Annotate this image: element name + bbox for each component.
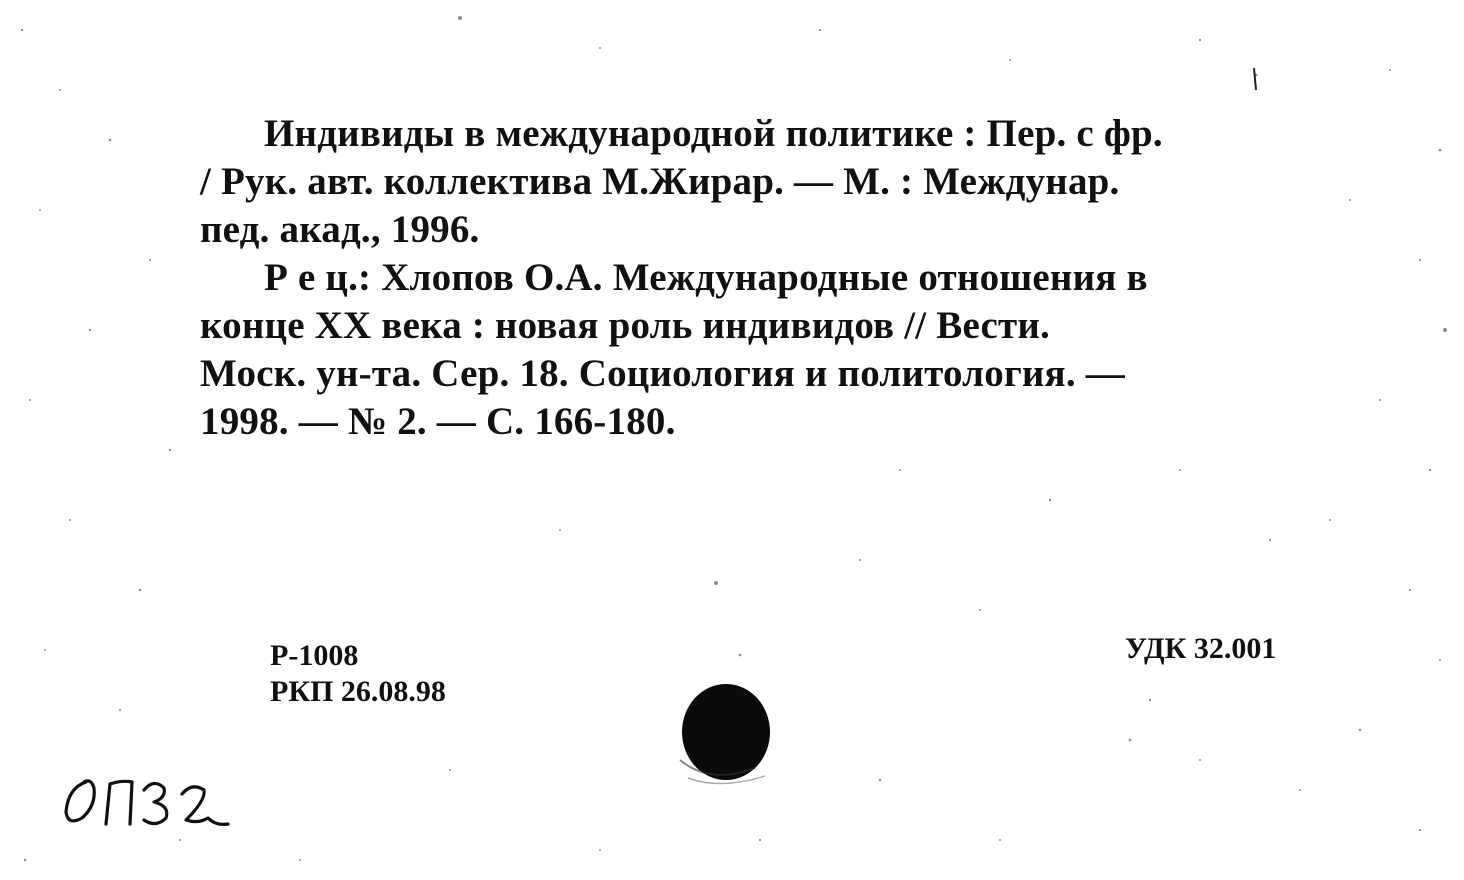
rkp-date: РКП 26.08.98: [270, 675, 446, 708]
punch-hole-smudge: [670, 740, 780, 800]
card-codes: [270, 638, 446, 710]
entry-title-line: Индивиды в международной политике : Пер. с фр.: [264, 112, 1163, 155]
bibliographic-entry: [200, 110, 1310, 446]
review-line-2: конце XX века : новая роль индивидов // Вести.: [200, 304, 1050, 347]
card-code: Р-1008: [270, 639, 359, 672]
review-heading-line: Р е ц.: Хлопов О.А. Международные отношения в: [264, 256, 1148, 299]
review-line-3: Моск. ун-та. Сер. 18. Социология и политология. —: [200, 352, 1125, 395]
entry-responsibility-line: / Рук. авт. коллектива М.Жирар. — М. : Междунар.: [200, 160, 1120, 203]
review-line-4: 1998. — № 2. — С. 166-180.: [200, 400, 676, 443]
handwritten-number: [58, 768, 258, 838]
entry-publisher-line: пед. акад., 1996.: [200, 208, 480, 251]
udk-code: УДК 32.001: [1125, 632, 1277, 665]
